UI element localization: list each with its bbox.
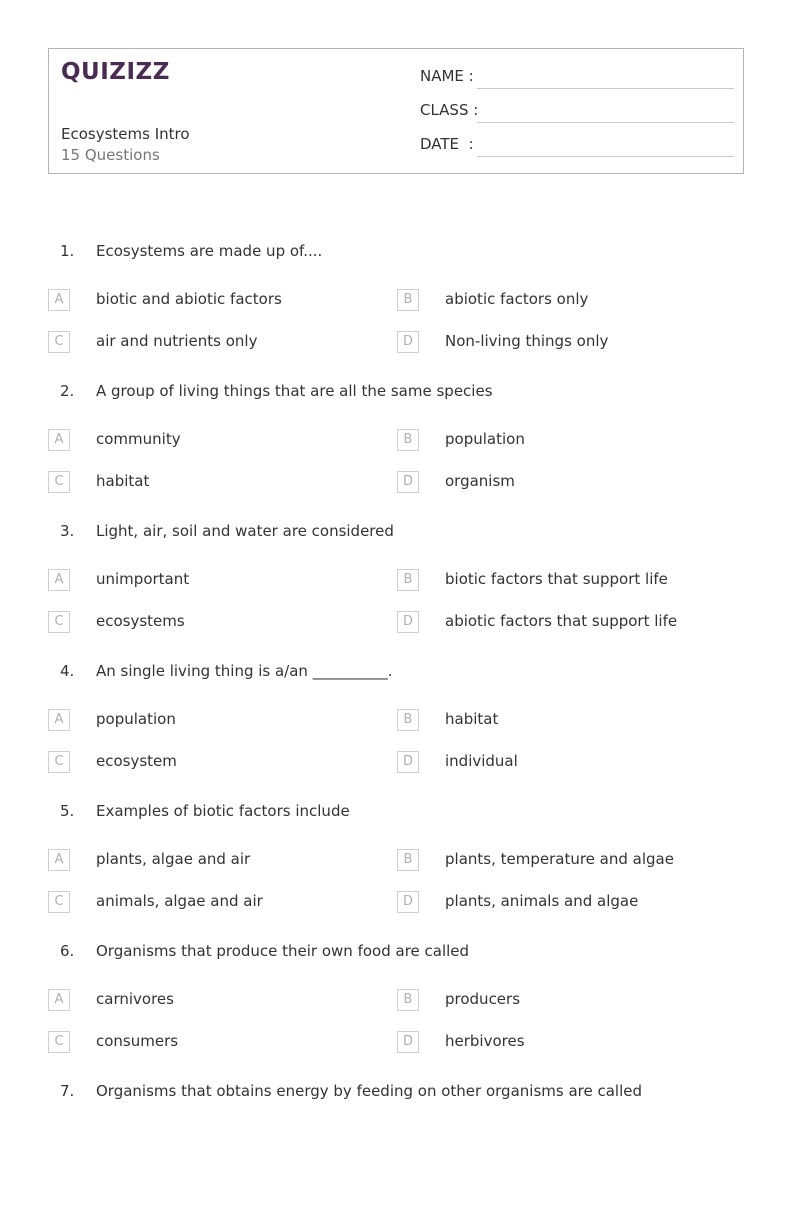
question-number: 2.: [60, 382, 75, 400]
question-text: Ecosystems are made up of....: [96, 242, 323, 260]
question-text: Light, air, soil and water are considered: [96, 522, 394, 540]
option-letter-box[interactable]: D: [397, 331, 419, 353]
quizizz-logo: QUIZIZZ: [61, 59, 170, 85]
option-letter-box[interactable]: D: [397, 471, 419, 493]
question-text: Organisms that produce their own food are called: [96, 942, 470, 960]
option-letter-box[interactable]: C: [48, 751, 70, 773]
question-number: 6.: [60, 942, 75, 960]
question-text: An single living thing is a/an __________.: [96, 662, 393, 680]
option-letter-box[interactable]: A: [48, 569, 70, 591]
option-letter-box[interactable]: A: [48, 709, 70, 731]
question-text: A group of living things that are all the same species: [96, 382, 493, 400]
date-field[interactable]: [420, 135, 734, 157]
question-block: [0, 242, 794, 382]
option-letter-box[interactable]: C: [48, 331, 70, 353]
option-text: animals, algae and air: [96, 892, 263, 910]
option-letter-box[interactable]: B: [397, 289, 419, 311]
name-line[interactable]: [477, 88, 734, 89]
option-letter-box[interactable]: D: [397, 1031, 419, 1053]
option-text: herbivores: [445, 1032, 525, 1050]
question-block: [0, 942, 794, 1082]
option-letter-box[interactable]: A: [48, 429, 70, 451]
option-text: habitat: [96, 472, 150, 490]
option-text: carnivores: [96, 990, 174, 1008]
option-letter-box[interactable]: A: [48, 989, 70, 1011]
option-letter-box[interactable]: C: [48, 471, 70, 493]
option-letter-box[interactable]: B: [397, 569, 419, 591]
option-letter-box[interactable]: A: [48, 289, 70, 311]
option-letter-box[interactable]: A: [48, 849, 70, 871]
question-text: Examples of biotic factors include: [96, 802, 350, 820]
option-text: biotic factors that support life: [445, 570, 668, 588]
option-text: Non-living things only: [445, 332, 609, 350]
question-block: [0, 802, 794, 942]
option-text: plants, temperature and algae: [445, 850, 674, 868]
option-letter-box[interactable]: D: [397, 611, 419, 633]
option-letter-box[interactable]: B: [397, 849, 419, 871]
option-letter-box[interactable]: D: [397, 751, 419, 773]
question-block: [0, 382, 794, 522]
option-letter-box[interactable]: D: [397, 891, 419, 913]
name-field[interactable]: [420, 67, 734, 89]
option-letter-box[interactable]: B: [397, 709, 419, 731]
question-number: 7.: [60, 1082, 75, 1100]
option-text: consumers: [96, 1032, 179, 1050]
option-text: ecosystem: [96, 752, 177, 770]
quiz-title: Ecosystems Intro: [61, 125, 190, 143]
option-text: organism: [445, 472, 515, 490]
class-field[interactable]: [420, 101, 734, 123]
question-block: [0, 662, 794, 802]
option-letter-box[interactable]: B: [397, 989, 419, 1011]
option-text: population: [96, 710, 176, 728]
class-line[interactable]: [477, 122, 734, 123]
question-number: 1.: [60, 242, 75, 260]
question-count: 15 Questions: [61, 146, 160, 164]
question-number: 4.: [60, 662, 75, 680]
question-number: 5.: [60, 802, 75, 820]
name-label: NAME :: [420, 67, 474, 85]
option-letter-box[interactable]: C: [48, 1031, 70, 1053]
question-block: [0, 1082, 794, 1222]
worksheet-header: [48, 48, 744, 174]
option-text: plants, animals and algae: [445, 892, 639, 910]
date-line[interactable]: [477, 156, 734, 157]
date-label: DATE :: [420, 135, 474, 153]
option-text: abiotic factors only: [445, 290, 589, 308]
option-text: plants, algae and air: [96, 850, 251, 868]
option-text: air and nutrients only: [96, 332, 258, 350]
option-text: biotic and abiotic factors: [96, 290, 282, 308]
option-text: ecosystems: [96, 612, 185, 630]
option-letter-box[interactable]: C: [48, 891, 70, 913]
class-label: CLASS :: [420, 101, 479, 119]
question-number: 3.: [60, 522, 75, 540]
option-letter-box[interactable]: C: [48, 611, 70, 633]
option-text: community: [96, 430, 181, 448]
option-text: population: [445, 430, 525, 448]
option-text: unimportant: [96, 570, 190, 588]
option-letter-box[interactable]: B: [397, 429, 419, 451]
option-text: individual: [445, 752, 518, 770]
option-text: habitat: [445, 710, 499, 728]
option-text: producers: [445, 990, 521, 1008]
option-text: abiotic factors that support life: [445, 612, 678, 630]
question-block: [0, 522, 794, 662]
question-text: Organisms that obtains energy by feeding on other organisms are called: [96, 1082, 642, 1100]
